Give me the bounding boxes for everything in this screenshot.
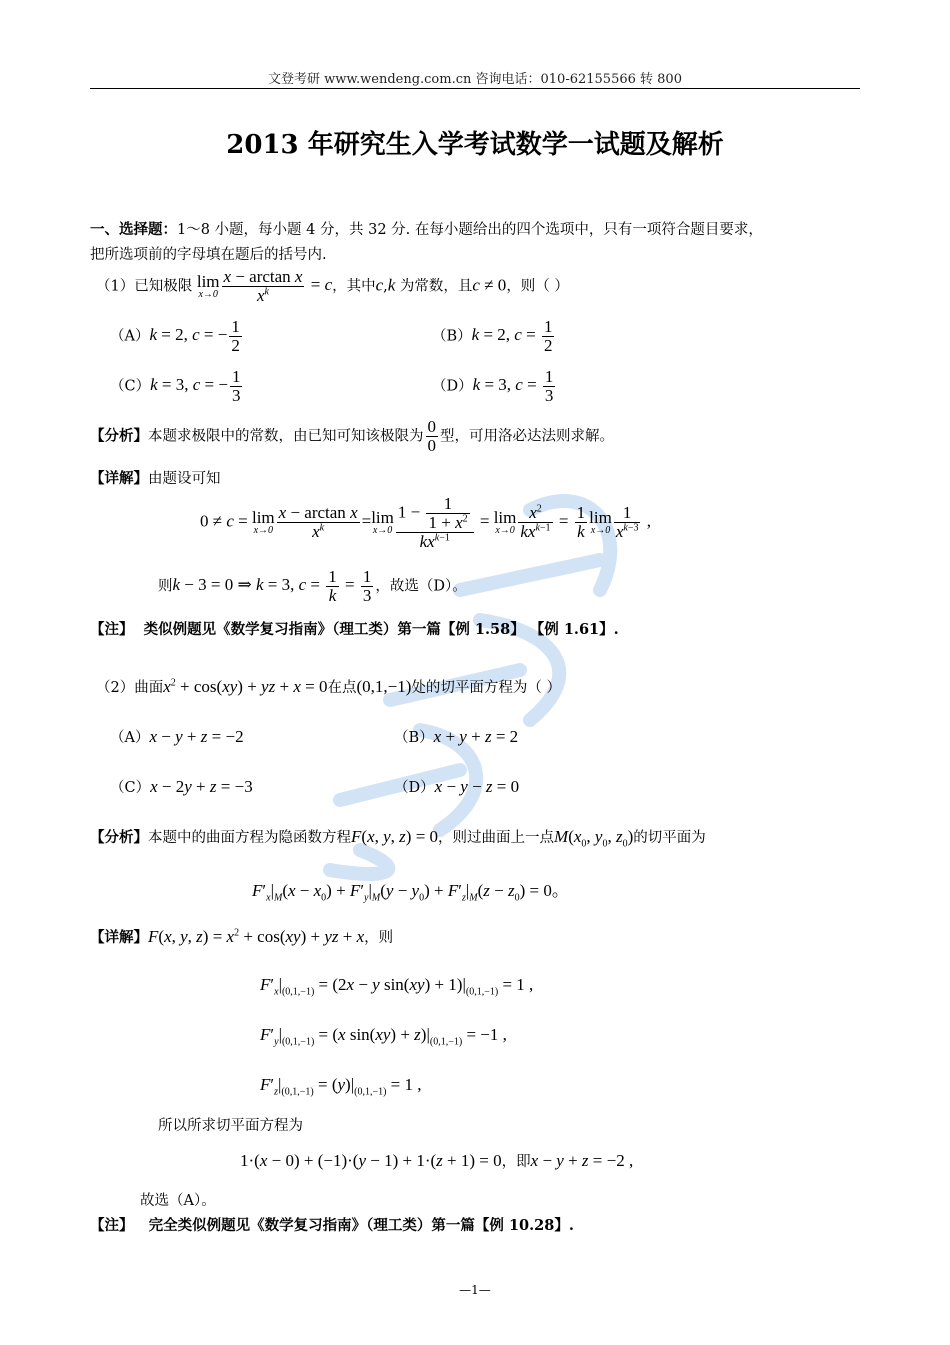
q2-stem: （2）曲面$x^2 + \cos(xy)$ + yz + x = 0在点(0,1,−1)处的切平面方程为（ ） bbox=[96, 677, 561, 696]
page-number: —1— bbox=[459, 1283, 491, 1297]
q2-fz: $F'_z|_{(0,1,-1)} = (y)|_{(0,1,-1)} = 1$ , bbox=[260, 1075, 422, 1098]
document-title: 2013 年研究生入学考试数学一试题及解析 bbox=[226, 130, 724, 160]
q2-note: 【注】 完全类似例题见《数学复习指南》（理工类）第一篇【例 10.28】. bbox=[90, 1217, 574, 1234]
q2-so: 所以所求切平面方程为 bbox=[158, 1118, 303, 1134]
q1-derivation: 0 ≠ c = lim x→0 $\frac{\text{x − arctan x}}{x^k}$ =lim x→0 1 − $\frac{1}{1 + x^2}$ $kx^{k-1}$ = lim x→0 $\frac{x^2}{kx^{k-1}}$ = $\frac{1}{k}$ lim x→0 $\frac{1}{x^{k-3}}$ , bbox=[200, 494, 651, 551]
q1-detail: 【详解】由题设可知 bbox=[90, 470, 221, 487]
q2-fx: $F'_x|_{(0,1,-1)} = (2x - y$ $\sin(xy) + 1)|_{(0,1,-1)} = 1$ , bbox=[260, 975, 534, 998]
section-intro-line1 bbox=[90, 218, 763, 239]
q2-option-c[interactable]: （C）x − 2y + z = −3 bbox=[110, 777, 253, 796]
q2-plane-equation: 1·(x − 0) + (−1)·(y − 1) + 1·(z + 1) = 0，即x − y + z = −2 , bbox=[240, 1151, 634, 1170]
q2-analysis: 【分析】本题中的曲面方程为隐函数方程F(x, y, z) = 0，则过曲面上一点$M(x_0$, $y_0$, $z_0$)的切平面为 bbox=[90, 827, 706, 850]
q2-option-b[interactable]: （B）x + y + z = 2 bbox=[394, 727, 519, 746]
section-heading: 一、选择题： bbox=[90, 221, 177, 238]
q2-choice: 故选（A）。 bbox=[140, 1193, 216, 1209]
q1-conclusion: 则k − 3 = 0 ⇒ k = 3, c = $\frac{1}{k}$ = $\frac{1}{3}$ ，故选（D）。 bbox=[158, 567, 467, 605]
q2-detail: 【详解】F(x, y, $z) = x^2 + \cos(xy)$ + yz + x，则 bbox=[90, 927, 394, 946]
q2-option-d[interactable]: （D）x − y − z = 0 bbox=[394, 777, 520, 796]
q1-option-a[interactable]: （A）k = 2, c = − $\frac{1}{2}$ bbox=[110, 317, 240, 355]
q1-option-c[interactable]: （C）k = 3, c = − $\frac{1}{3}$ bbox=[110, 367, 241, 405]
header-rule bbox=[90, 88, 860, 89]
q2-fy: $F'_y|_{(0,1,-1)} = (x$ $\sin(xy) + z)|_{(0,1,-1)} = -1$ , bbox=[260, 1025, 507, 1048]
q1-analysis: 【分析】本题求极限中的常数，由已知可知该极限为 $\frac{0}{0}$ 型，可用洛必达法则求解。 bbox=[90, 417, 614, 455]
q1-note: 【注】 类似例题见《数学复习指南》（理工类）第一篇【例 1.58】 【例 1.61】. bbox=[90, 621, 619, 638]
q1-option-d[interactable]: （D）k = 3, c = $\frac{1}{3}$ bbox=[432, 367, 554, 405]
q2-tangent-plane-formula: $F'_x|_M(x - x_0) + F'_y|_M(y - y_0) + F'_z|_M(z - z_0) = 0$。 bbox=[252, 881, 569, 904]
section-intro: 1～8 小题，每小题 4 分，共 32 分. 在每小题给出的四个选项中，只有一项符合题目要求， bbox=[177, 222, 763, 238]
q2-option-a[interactable]: （A）x − y + z = −2 bbox=[110, 727, 244, 746]
q1-option-b[interactable]: （B）k = 2, c = $\frac{1}{2}$ bbox=[432, 317, 553, 355]
section-intro-line2: 把所选项前的字母填在题后的括号内. bbox=[90, 247, 327, 263]
q1-stem: （1）已知极限 lim x→0 $\frac{\text{x − arctan x}}{x^k}$ = c，其中c,k 为常数，且c ≠ 0，则（ ） bbox=[96, 267, 569, 305]
page-header: 文登考研 www.wendeng.com.cn 咨询电话：010-62155566 转 800 bbox=[268, 72, 682, 87]
